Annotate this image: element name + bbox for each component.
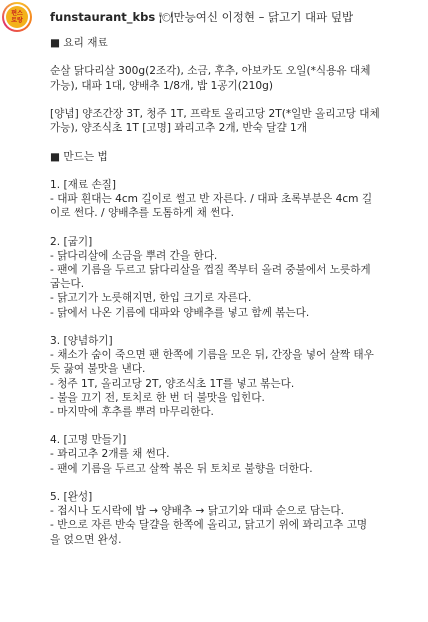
- caption-line: - 닭에서 나온 기름에 대파와 양배추를 넣고 함께 볶는다.: [50, 306, 310, 319]
- caption-line: - 꽈리고추 2개를 채 썬다.: [50, 448, 170, 461]
- caption-line: 1. [재료 손질]: [50, 178, 117, 191]
- caption-line: [양념] 양조간장 3T, 청주 1T, 프락토 올리고당 2T(*일반 올리고당 대체: [50, 107, 380, 120]
- caption-line: ■ 요리 재료: [50, 37, 108, 49]
- blank-line: [50, 320, 422, 334]
- blank-line: [50, 164, 422, 178]
- caption-line: 이로 썬다. / 양배추를 도톰하게 채 썬다.: [50, 207, 235, 220]
- caption-line: 2. [굽기]: [50, 235, 93, 248]
- caption-header: [50, 9, 353, 25]
- caption-line: - 마지막에 후추를 뿌려 마무리한다.: [50, 405, 214, 418]
- caption-line: 듯 끓여 불맛을 낸다.: [50, 363, 146, 376]
- caption-line: - 닭고기가 노릇해지면, 한입 크기로 자른다.: [50, 292, 252, 305]
- blank-line: [50, 93, 422, 107]
- blank-line: [50, 476, 422, 490]
- caption-line: 4. [고명 만들기]: [50, 434, 127, 447]
- caption-line: 을 얹으면 완성.: [50, 533, 122, 546]
- blank-line: [50, 220, 422, 234]
- caption-line: - 팬에 기름을 두르고 닭다리살을 껍질 쪽부터 올려 중불에서 노릇하게: [50, 264, 371, 276]
- caption-line: - 팬에 기름을 두르고 살짝 볶은 뒤 토치로 불향을 더한다.: [50, 462, 313, 475]
- caption-line: 순살 닭다리살 300g(2조각), 소금, 후추, 아보카도 오일(*식용유 대체: [50, 65, 371, 78]
- caption-line: ■ 만드는 법: [50, 150, 108, 163]
- caption-line: - 접시나 도시락에 밥 → 양배추 → 닭고기와 대파 순으로 담는다.: [50, 505, 344, 518]
- caption-line: 3. [양념하기]: [50, 334, 113, 347]
- blank-line: [50, 50, 422, 64]
- post-title: 🍽만능여신 이정현 – 닭고기 대파 덮밥: [158, 10, 354, 24]
- caption-line: 굽는다.: [50, 278, 85, 291]
- blank-line: [50, 419, 422, 433]
- caption-line: - 불을 끄기 전, 토치로 한 번 더 불맛을 입힌다.: [50, 391, 265, 404]
- blank-line: [50, 135, 422, 149]
- caption-line: 가능), 양조식초 1T [고명] 꽈리고추 2개, 반숙 달걀 1개: [50, 122, 307, 135]
- avatar[interactable]: [2, 2, 32, 32]
- caption-line: - 대파 흰대는 4cm 길이로 썰고 반 자른다. / 대파 초록부분은 4cm 길: [50, 193, 373, 206]
- username-link[interactable]: funstaurant_kbs: [50, 10, 156, 24]
- caption-line: 가능), 대파 1대, 양배추 1/8개, 밥 1공기(210g): [50, 79, 273, 92]
- caption-line: 5. [완성]: [50, 491, 93, 503]
- caption-line: - 반으로 자른 반숙 달걀을 한쪽에 올리고, 닭고기 위에 꽈리고추 고명: [50, 519, 368, 532]
- caption-line: - 닭다리살에 소금을 뿌려 간을 한다.: [50, 249, 218, 262]
- caption-line: - 채소가 숨이 죽으면 팬 한쪽에 기름을 모은 뒤, 간장을 넣어 살짝 태우: [50, 349, 374, 362]
- avatar-logo-icon: 편스 토랑: [6, 6, 28, 28]
- caption-line: - 청주 1T, 올리고당 2T, 양조식초 1T를 넣고 볶는다.: [50, 377, 295, 390]
- caption-body: [50, 36, 422, 547]
